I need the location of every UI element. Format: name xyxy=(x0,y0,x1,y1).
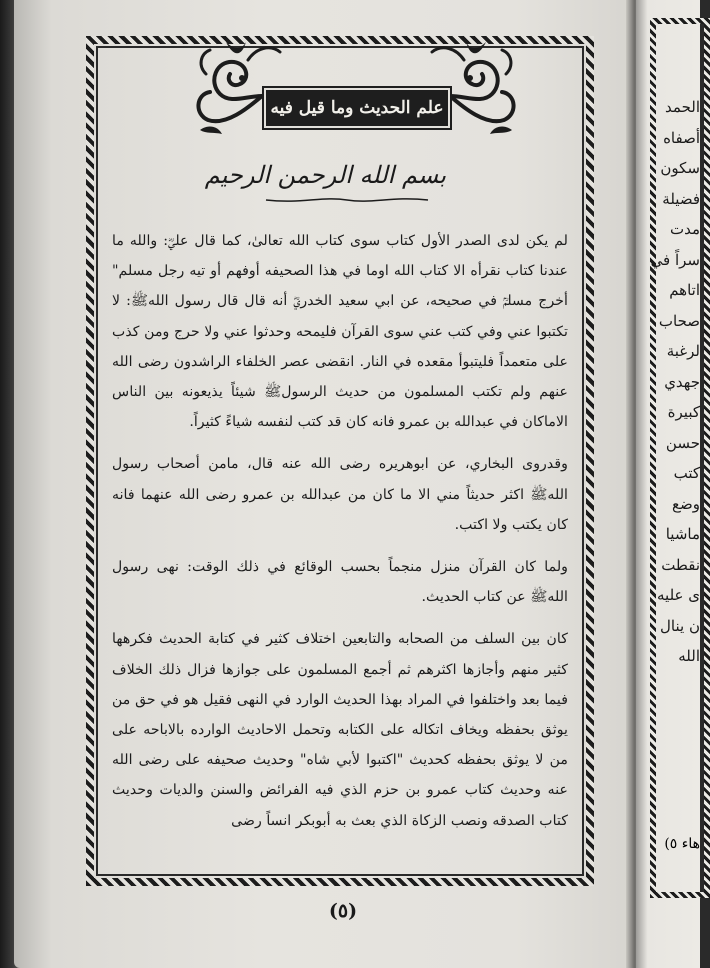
right-page-line: سراً في xyxy=(650,250,700,269)
right-page-line: ماشيا xyxy=(665,525,700,543)
paragraph: وقدروى البخاري، عن ابوهريره رضى الله عنه قال، مامن أصحاب رسول اللهﷺ اكثر حديثاً مني الا ما كان من عبدالله بن عمرو رضى الله عنهما فانه كان يكتب ولا اكتب. xyxy=(112,456,568,533)
right-page-line: سكون xyxy=(660,159,700,177)
paragraph: كان بين السلف من الصحابه والتابعين اختلاف كثير في كتابة الحديث فكرهها كثير منهم وأجازها اكثرهم ثم أجمع المسلمون على جوازها فزال ذلك الخلاف فيما بعد واختلفوا في المراد بهذا الحديث الوارد في النهى فقيل هو في حق من يوثق بحفظه ويخاف اتكاله على الكتابه وتحمل الاحاديث الوارده بالاباحه على من لا يوثق بحفظه كحديث "اكتبوا لأبي شاه" وحديث صحيفه على رضى الله عنه وحديث كتاب عمرو بن حزم الذي فيه الفرائض والسنن والديات وحديث كتاب الصدقه ونصب الزكاة الذي بعث به أبوبكر انساً رضى xyxy=(112,631,568,829)
right-page-line: مدت xyxy=(669,220,700,238)
chapter-title: علم الحديث وما قيل فيه xyxy=(262,86,452,130)
right-page-line: وضع xyxy=(672,494,700,513)
body-text xyxy=(112,226,568,836)
right-page-line: كتب xyxy=(673,464,700,482)
paragraph: لم يكن لدى الصدر الأول كتاب سوى كتاب الله تعالىٰ، كما قال عليؓ: والله ما عندنا كتاب نقرأه الا كتاب الله اوما في هذا الصحيفه أوفهم أو تيه رجل مسلم" أخرج مسلمؒ في صحيحه، عن ابي سعيد الخدريؓ أنه قال قال رسول اللهﷺ: لا تكتبوا عني وفي كتب عني سوى القرآن فليمحه وحدثوا عني ولا حرج ومن كذب على متعمداً فليتبوأ مقعده في النار. انقضى عصر الخلفاء الراشدون رضى الله عنهم ولم تكتب المسلمون من حديث الرسولﷺ شيئاً يذيعونه بين الناس الاماكان في عبدالله بن عمرو فانه كان قد كتب لنفسه شياءً كثيراً. xyxy=(112,233,568,431)
right-page-line: ى عليه xyxy=(657,586,700,604)
right-page-line: الحمد xyxy=(665,98,700,116)
basmala-flourish xyxy=(262,196,432,204)
basmala: بسم الله الرحمن الرحيم xyxy=(204,161,446,189)
right-page-line: صحاب xyxy=(658,311,700,330)
right-page-line: اتاهم xyxy=(669,281,700,299)
right-page-line: لرغبة xyxy=(666,342,700,360)
right-page-line: جهدي xyxy=(664,372,700,391)
page-number: (٥) xyxy=(328,900,358,922)
right-page-line: نقطت xyxy=(661,555,700,574)
paragraph: ولما كان القرآن منزل منجماً بحسب الوقائع في ذلك الوقت: نهى رسول اللهﷺ عن كتاب الحديث. xyxy=(112,559,568,606)
right-page-text xyxy=(650,92,700,672)
right-page-line: حسن xyxy=(665,433,700,452)
right-page-line: ن ينال xyxy=(660,616,700,635)
right-page-line: أصفاه xyxy=(663,128,700,147)
right-page-footnote: هاء ٥) xyxy=(664,836,700,852)
right-page-line: كبيرة xyxy=(667,403,700,421)
right-page-line: فضيلة xyxy=(662,189,700,208)
right-page-line: الله xyxy=(678,647,700,665)
